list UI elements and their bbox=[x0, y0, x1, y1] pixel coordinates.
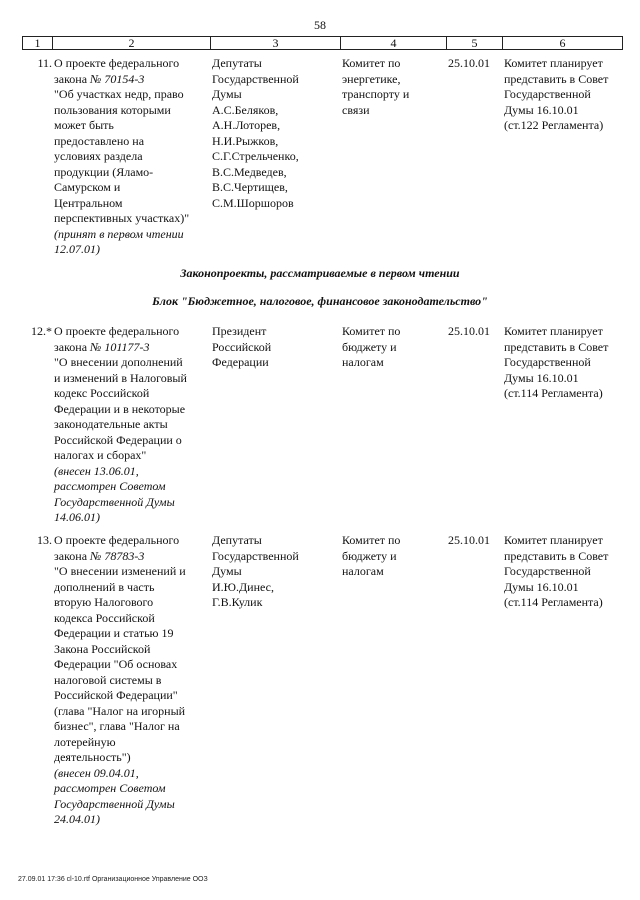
responsible-committee: Комитет по бюджету и налогам bbox=[342, 324, 401, 369]
bill-status: (внесен 13.06.01, рассмотрен Советом Государственной Думы 14.06.01) bbox=[54, 463, 175, 524]
row-number: 12.* bbox=[31, 324, 52, 338]
bill-title-prefix: О проекте федерального закона bbox=[54, 56, 180, 86]
bill-title bbox=[54, 324, 204, 526]
bill-title-prefix: О проекте федерального закона bbox=[54, 533, 180, 563]
column-number-1: 1 bbox=[23, 37, 53, 50]
bill-title-text: "О внесении дополнений и изменений в Налоговый кодекс Российской Федерации и в некоторые законодательные акты Российской Федерации о налогах и сборах" bbox=[54, 355, 187, 462]
bill-status: (внесен 09.04.01, рассмотрен Советом Государственной Думы 24.04.01) bbox=[54, 765, 175, 826]
column-number-header bbox=[22, 36, 623, 50]
column-number-3: 3 bbox=[211, 37, 341, 50]
bill-authors: Президент Российской Федерации bbox=[212, 324, 272, 369]
table-row bbox=[22, 324, 622, 524]
column-number-6: 6 bbox=[503, 37, 623, 50]
column-number-5: 5 bbox=[447, 37, 503, 50]
committee-note: Комитет планирует представить в Совет Государственной Думы 16.10.01 (ст.122 Регламента) bbox=[504, 56, 609, 132]
review-date: 25.10.01 bbox=[448, 56, 490, 70]
section-heading: Законопроекты, рассматриваемые в первом чтении bbox=[180, 266, 460, 280]
bill-title-text: "Об участках недр, право пользования которыми может быть предоставлено на условиях раздела продукции (Яламо- Самурском и Центральном перспективных участках)" bbox=[54, 87, 190, 225]
review-date: 25.10.01 bbox=[448, 533, 490, 547]
bill-authors: Депутаты Государственной Думы И.Ю.Динес, Г.В.Кулик bbox=[212, 533, 299, 609]
table-row bbox=[22, 533, 622, 833]
bill-law-number: № 101177-3 bbox=[90, 339, 150, 354]
bill-authors: Депутаты Государственной Думы А.С.Беляков, А.Н.Лоторев, Н.И.Рыжков, С.Г.Стрельченко, В.С.Медведев, В.С.Чертищев, С.М.Шоршоров bbox=[212, 56, 299, 210]
bill-status: (принят в первом чтении 12.07.01) bbox=[54, 226, 184, 256]
table-row bbox=[22, 56, 622, 256]
row-number: 13. bbox=[37, 533, 52, 547]
committee-note: Комитет планирует представить в Совет Государственной Думы 16.10.01 (ст.114 Регламента) bbox=[504, 324, 609, 400]
bill-title-text: "О внесении изменений и дополнений в часть вторую Налогового кодекса Российской Федерации и статью 19 Закона Российской Федерации "Об основах налоговой системы в Российской Федерации" (глава "Налог на игорный бизнес", глава "Налог на лотерейную деятельность") bbox=[54, 564, 186, 764]
block-heading: Блок "Бюджетное, налоговое, финансовое законодательство" bbox=[152, 294, 488, 308]
column-number-2: 2 bbox=[53, 37, 211, 50]
review-date: 25.10.01 bbox=[448, 324, 490, 338]
bill-title bbox=[54, 56, 204, 258]
responsible-committee: Комитет по энергетике, транспорту и связи bbox=[342, 56, 410, 117]
bill-law-number: № 78783-3 bbox=[90, 548, 145, 563]
column-number-4: 4 bbox=[341, 37, 447, 50]
responsible-committee: Комитет по бюджету и налогам bbox=[342, 533, 401, 578]
document-footer: 27.09.01 17:36 cl-10.rtf Организационное Управление ООЗ bbox=[18, 876, 208, 883]
committee-note: Комитет планирует представить в Совет Государственной Думы 16.10.01 (ст.114 Регламента) bbox=[504, 533, 609, 609]
page-number: 58 bbox=[314, 18, 326, 32]
bill-title-prefix: О проекте федерального закона bbox=[54, 324, 180, 354]
bill-law-number: № 70154-3 bbox=[90, 71, 145, 86]
row-number: 11. bbox=[37, 56, 52, 70]
bill-title bbox=[54, 533, 204, 828]
